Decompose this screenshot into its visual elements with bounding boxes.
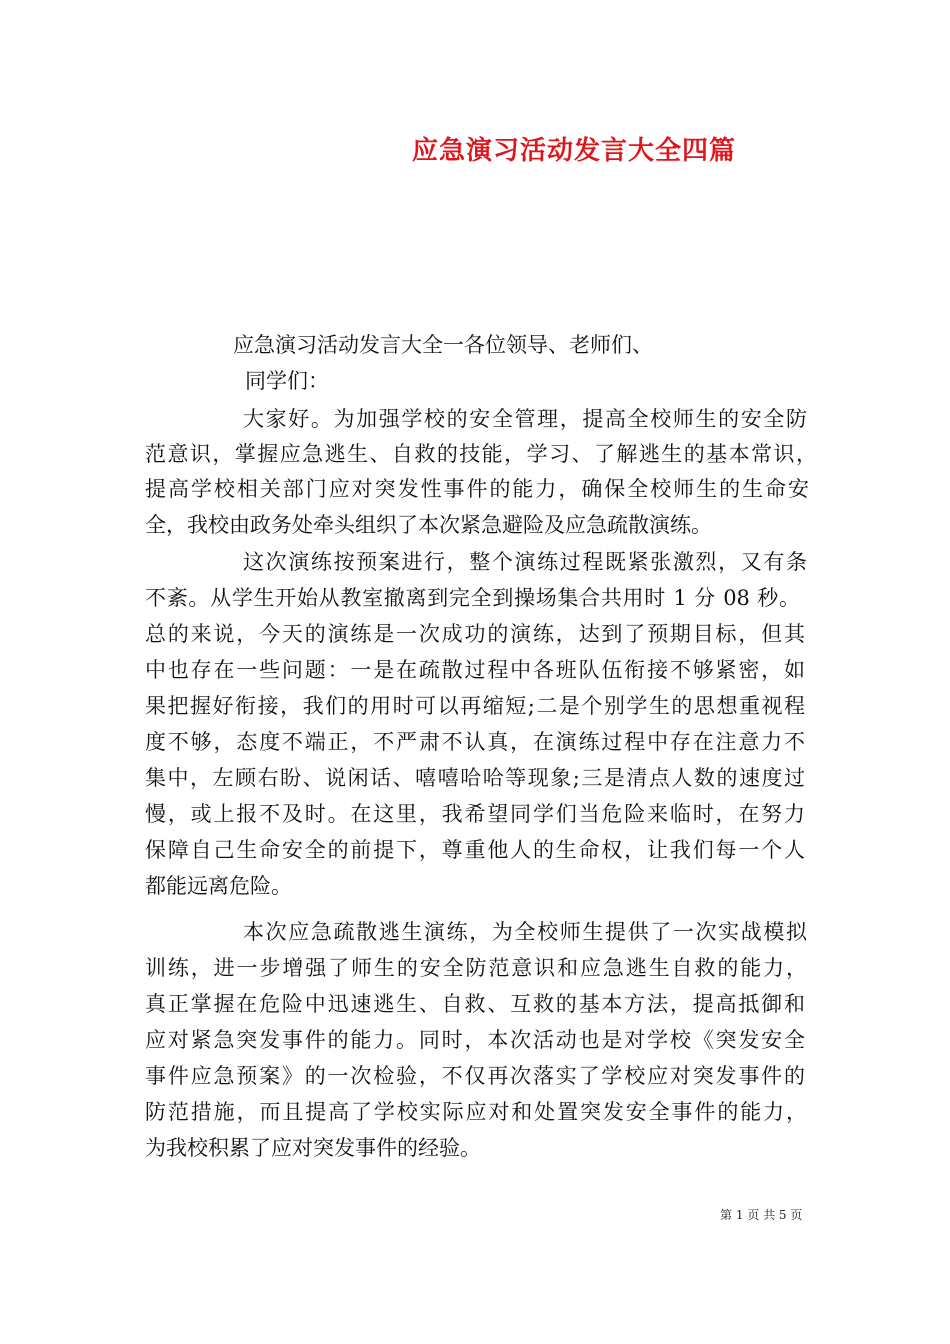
document-title: 应急演习活动发言大全四篇 <box>412 136 737 166</box>
text-line: 集中，左顾右盼、说闲话、嘻嘻哈哈等现象;三是清点人数的速度过 <box>145 766 805 790</box>
text-line: 全，我校由政务处牵头组织了本次紧急避险及应急疏散演练。 <box>145 513 712 537</box>
text-line: 应急演习活动发言大全一各位领导、老师们、 <box>233 333 653 357</box>
text-line: 这次演练按预案进行，整个演练过程既紧张激烈，又有条 <box>243 550 807 574</box>
page-number: 第 1 页 共 5 页 <box>720 1208 803 1222</box>
text-line: 不紊。从学生开始从教室撤离到完全到操场集合共用时 1 分 08 秒。 <box>145 586 800 610</box>
text-line: 事件应急预案》的一次检验，不仅再次落实了学校应对突发事件的 <box>145 1064 805 1088</box>
text-line: 大家好。为加强学校的安全管理，提高全校师生的安全防 <box>243 407 807 431</box>
text-line: 防范措施，而且提高了学校实际应对和处置突发安全事件的能力， <box>145 1100 807 1124</box>
text-line: 度不够，态度不端正，不严肃不认真，在演练过程中存在注意力不 <box>145 730 805 754</box>
text-line: 为我校积累了应对突发事件的经验。 <box>145 1136 481 1160</box>
text-line: 果把握好衔接，我们的用时可以再缩短;二是个别学生的思想重视程 <box>145 694 805 718</box>
text-line: 同学们： <box>245 369 329 393</box>
text-line: 都能远离危险。 <box>145 874 292 898</box>
text-line: 保障自己生命安全的前提下，尊重他人的生命权，让我们每一个人 <box>145 838 805 862</box>
text-line: 本次应急疏散逃生演练，为全校师生提供了一次实战模拟 <box>243 920 807 944</box>
text-line: 提高学校相关部门应对突发性事件的能力，确保全校师生的生命安 <box>145 477 809 501</box>
text-line: 中也存在一些问题：一是在疏散过程中各班队伍衔接不够紧密，如 <box>145 658 805 682</box>
text-line: 总的来说，今天的演练是一次成功的演练，达到了预期目标，但其 <box>145 622 805 646</box>
text-line: 慢，或上报不及时。在这里，我希望同学们当危险来临时，在努力 <box>145 802 805 826</box>
text-line: 应对紧急突发事件的能力。同时，本次活动也是对学校《突发安全 <box>145 1028 805 1052</box>
text-line: 范意识，掌握应急逃生、自救的技能，学习、了解逃生的基本常识， <box>145 442 817 466</box>
text-line: 真正掌握在危险中迅速逃生、自救、互救的基本方法，提高抵御和 <box>145 992 805 1016</box>
text-line: 训练，进一步增强了师生的安全防范意识和应急逃生自救的能力， <box>145 956 807 980</box>
